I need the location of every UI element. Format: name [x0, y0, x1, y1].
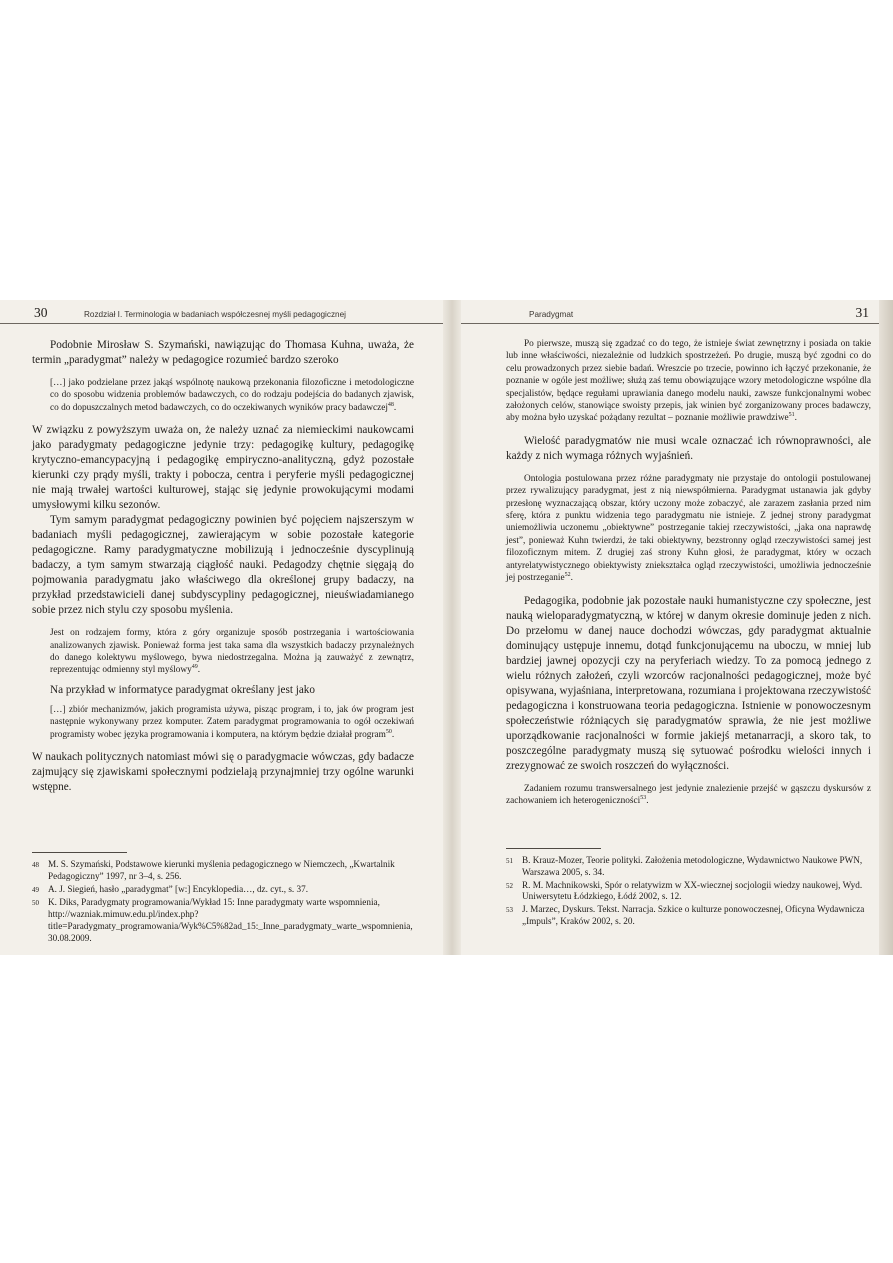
footnote	[32, 859, 414, 883]
footnote-ref: 49	[191, 664, 198, 671]
footnote-number: 49	[32, 885, 39, 894]
footnote-text: A. J. Siegień, hasło „paradygmat” [w:] Encyklopedia…, dz. cyt., s. 37.	[48, 883, 308, 894]
running-head-title: Rozdział I. Terminologia w badaniach współczesnej myśli pedagogicznej	[84, 310, 346, 319]
footnote-text: B. Krauz-Mozer, Teorie polityki. Założenia metodologiczne, Wydawnictwo Naukowe PWN, Warszawa 2005, s. 34.	[522, 855, 863, 877]
intro-paragraph: Podobnie Mirosław S. Szymański, nawiązując do Thomasa Kuhna, uważa, że termin „paradygmat” należy w pedagogice rozumieć bardzo szeroko	[32, 339, 414, 366]
footnote	[32, 884, 414, 897]
page-edge	[879, 300, 893, 955]
footnote	[506, 855, 871, 879]
footnote-number: 52	[506, 881, 513, 890]
block-quote: Po pierwsze, muszą się zgadzać co do tego, że istnieje świat zewnętrzny i posiada on takie lub inne właściwości, niezależnie od ludzkich spostrzeżeń. Po drugie, muszą być zgodni co do celu prowadzonych przez siebie badań. Wreszcie po trzecie, powinno ich łączyć przekonanie, że poznanie w ogóle jest możliwe; służą zaś temu obowiązujące wzory metodologiczne wspólne dla specjalistów, będące regułami uprawiania danego modelu nauki, zawsze funkcjonalnymi wobec założonych celów, stanowiące swoisty przepis, jak winien być zorganizowany proces badawczy, aby można było uzyskać pożądany rezultat – poznanie możliwie prawdziwe$^{51}$.	[506, 339, 871, 424]
paragraph: Tym samym paradygmat pedagogiczny powinien być pojęciem najszerszym w badaniach myśli pedagogicznej, zawierającym w sobie pozostałe kategorie pedagogiczne. Ramy paradygmatyczne mobilizują i jednocześnie dyscyplinują badaczy, a tym samym stwarzają ciągłość nauki. Pedagodzy chętnie sięgają do pojmowania paradygmatu jako właściwego dla określonej grupy badaczy, na przykład przedstawicieli danej subdyscypliny pedagogicznej, nieuświadamianego sobie przez nich stylu czy sposobu myślenia.	[32, 514, 414, 617]
left-page	[0, 300, 443, 955]
footnote	[32, 897, 414, 944]
footnote-separator	[506, 848, 601, 849]
quote-text: […] jako podzielane przez jakąś wspólnotę naukową przekonania filozoficzne i metodologiczne co do sposobu widzenia problemów badawczych, co do rodzaju podejścia do badanych zjawisk, co do dopuszczalnych metod badawczych, co do oczekiwanych wyników pracy badawczej	[50, 378, 414, 413]
footnote-text: K. Diks, Paradygmaty programowania/Wykład 15: Inne paradygmaty warte wspomnienia, http://wazniak.mimuw.edu.pl/index.php?title=Paradygmaty_programowania/Wyk%C5%82ad_15:_Inne_paradygmaty_warte_wspomnienia, 30.08.2009.	[48, 897, 413, 943]
footnote-separator	[32, 852, 127, 853]
running-head	[0, 307, 443, 324]
block-quote: Jest on rodzajem formy, która z góry organizuje sposób postrzegania i wartościowania analizowanych zjawisk. Ponieważ forma jest taka sama dla wszystkich badaczy przynależnych do danego kolektywu myślowego, bywa niedostrzegalna. Można ją zauważyć z zewnątrz, reprezentując odmienny styl myślowy$^{49}$.	[50, 628, 414, 676]
footnote-ref: 50	[385, 728, 392, 735]
quote-text: Ontologia postulowana przez różne paradygmaty nie przystaje do ontologii postulowanej przez rywalizujący paradygmat, jest z nią niewspółmierna. Paradygmat ustanawia jak gdyby przesłonę wyznaczającą obszar, który uczony może zobaczyć, ale zarazem zasłania przed nim sferę, która z punktu widzenia tego paradygmatu nie istnieje. Z jednej strony paradygmat uniemożliwia uczonemu „obiektywne” postrzeganie takiej rzeczywistości, „jaka ona naprawdę jest”, ponieważ Kuhn twierdzi, że taki obiektywny, bezstronny ogląd rzeczywistości samej jest filozoficznym mitem. Z drugiej zaś strony Kuhn głosi, że paradygmat, który w oczach antyrelatywistycznego obiektywisty zniekształca ogląd rzeczywistości, umożliwia jednocześnie jej postrzeganie	[506, 473, 871, 584]
footnote-text: R. M. Machnikowski, Spór o relatywizm w XX-wiecznej socjologii wiedzy naukowej, Wyd. Uniwersytetu Łódzkiego, Łódź 2002, s. 12.	[522, 879, 863, 902]
text-column	[506, 338, 871, 807]
footnote	[506, 880, 871, 904]
quote-text: […] zbiór mechanizmów, jakich programista używa, pisząc program, i to, jak ów program jest następnie wykonywany przez komputer. Zatem paradygmat programowania to ogół oczekiwań programisty wobec języka programowania i komputera, na którym będzie działał program	[50, 704, 414, 740]
footnote-ref: 48	[387, 401, 394, 408]
paragraph: Wielość paradygmatów nie musi wcale oznaczać ich równoprawności, ale każdy z nich wymaga różnych wyjaśnień.	[506, 434, 871, 462]
footnote-text: M. S. Szymański, Podstawowe kierunki myślenia pedagogicznego w Niemczech, „Kwartalnik Pedagogiczny” 1997, nr 3–4, s. 256.	[48, 859, 395, 881]
book-gutter	[443, 300, 461, 955]
running-head	[461, 307, 879, 324]
page-number: 30	[34, 305, 48, 320]
book-spread	[0, 300, 893, 955]
block-quote: Ontologia postulowana przez różne paradygmaty nie przystaje do ontologii postulowanej przez rywalizujący paradygmat, jest z nią niewspółmierna. Paradygmat ustanawia jak gdyby przesłonę wyznaczającą obszar, który uczony może zobaczyć, ale zarazem zasłania przed nim sferę, która z punktu widzenia tego paradygmatu nie istnieje. Z jednej strony paradygmat uniemożliwia uczonemu „obiektywne” postrzeganie takiej rzeczywistości, „jaka ona naprawdę jest”, ponieważ Kuhn twierdzi, że taki obiektywny, bezstronny ogląd rzeczywistości samej jest filozoficznym mitem. Z drugiej zaś strony Kuhn głosi, że paradygmat, który w oczach antyrelatywistycznego obiektywisty zniekształca ogląd rzeczywistości, umożliwia jednocześnie jej postrzeganie$^{52}$.	[506, 473, 871, 584]
footnotes	[506, 848, 871, 929]
paragraph: W naukach politycznych natomiast mówi się o paradygmacie wówczas, gdy badacze zajmujący się zjawiskami społecznymi podzielają przynajmniej trzy ogólne warunki wstępne.	[32, 751, 414, 794]
paragraph: W związku z powyższym uważa on, że należy uznać za niemieckimi naukowcami jako paradygmaty pedagogiczne jedynie trzy: pedagogikę kultury, pedagogikę krytyczno-emancypacyjną i pedagogikę empiryczno-analityczną, gdyż pozostałe kierunki czy prądy myśli, trakty i pobocza, centra i peryferie myśli pedagogicznej nie mają trwałej wartości kulturowej, stając się jedynie prowokującymi modami umysłowymi kilku sezonów.	[32, 424, 414, 512]
block-quote: […] zbiór mechanizmów, jakich programista używa, pisząc program, i to, jak ów program jest następnie wykonywany przez komputer. Zatem paradygmat programowania to ogół oczekiwań programisty wobec języka programowania i komputera, na którym będzie działał program$^{50}$.	[50, 704, 414, 740]
quote-text: Zadaniem rozumu transwersalnego jest jedynie znalezienie przejść w gąszczu dyskursów z zachowaniem ich heterogeniczności	[506, 783, 871, 806]
footnote-ref: 51	[788, 412, 795, 419]
block-quote: Zadaniem rozumu transwersalnego jest jedynie znalezienie przejść w gąszczu dyskursów z zachowaniem ich heterogeniczności$^{53}$.	[506, 783, 871, 806]
quote-text: Jest on rodzajem formy, która z góry organizuje sposób postrzegania i wartościowania analizowanych zjawisk. Ponieważ forma jest taka sama dla wszystkich badaczy przynależnych do danego kolektywu myślowego, bywa niedostrzegalna. Można ją zauważyć z zewnątrz, reprezentując odmienny styl myślowy	[50, 628, 414, 676]
page-number: 31	[855, 305, 869, 320]
text-column	[32, 338, 414, 795]
right-page	[461, 300, 879, 955]
footnote	[506, 904, 871, 928]
block-quote: […] jako podzielane przez jakąś wspólnotę naukową przekonania filozoficzne i metodologiczne co do sposobu widzenia problemów badawczych, co do rodzaju podejścia do badanych zjawisk, co do dopuszczalnych metod badawczych, co do oczekiwanych wyników pracy badawczej$^{48}$.	[50, 378, 414, 413]
footnote-number: 50	[32, 899, 39, 908]
footnote-ref: 52	[564, 572, 571, 578]
footnote-number: 51	[506, 857, 513, 865]
quote-text: Po pierwsze, muszą się zgadzać co do tego, że istnieje świat zewnętrzny i posiada on takie lub inne właściwości, niezależnie od ludzkich spostrzeżeń. Po drugie, muszą być zgodni co do celu prowadzonych przez siebie badań. Wreszcie po trzecie, powinno ich łączyć przekonanie, że poznanie w ogóle jest możliwe; służą zaś temu obowiązujące wzory metodologiczne wspólne dla specjalistów, będące regułami uprawiania danego modelu nauki, zawsze funkcjonalnymi wobec założonych celów, stanowiące swoisty przepis, jak winien być zorganizowany proces badawczy, aby można było uzyskać pożądany rezultat – poznanie możliwie prawdziwe	[506, 339, 871, 424]
footnote-text: J. Marzec, Dyskurs. Tekst. Narracja. Szkice o kulturze ponowoczesnej, Oficyna Wydawnicza „Impuls”, Kraków 2002, s. 20.	[522, 904, 865, 926]
footnote-number: 48	[32, 861, 39, 869]
lead-in: Na przykład w informatyce paradygmat określany jest jako	[50, 683, 315, 696]
footnotes	[32, 852, 414, 946]
paragraph: Pedagogika, podobnie jak pozostałe nauki humanistyczne czy społeczne, jest nauką wieloparadygmatyczną, w której w danym okresie dominuje jeden z nich. Do przełomu w danej nauce dochodzi wówczas, gdy paradygmat aktualnie dominujący ustępuje innemu, dotąd funkcjonującemu na uboczu, w mniej lub bardziej jawnej opozycji czy na peryferiach wiedzy. To za pomocą jednego z wielu różnych założeń, czyli wzorców racjonalności pedagogicznej, może być opisywana, wyjaśniana, interpretowana, rozumiana i projektowana rzeczywistość pedagogiczna i konstruowana teoria pedagogiczna. Istnienie w ponowoczesnym społeczeństwie różniących się paradygmatów sprawia, że nie jest możliwe uporządkowanie racjonalności w formie jakiejś metanarracji, a skoro tak, to poszczególne paradygmaty muszą się sytuować pośrodku wielości innych i zrezygnować ze swoich roszczeń do wyłączności.	[506, 594, 871, 772]
footnote-number: 53	[506, 906, 513, 915]
footnote-ref: 53	[640, 794, 647, 801]
running-head-title: Paradygmat	[529, 310, 574, 319]
